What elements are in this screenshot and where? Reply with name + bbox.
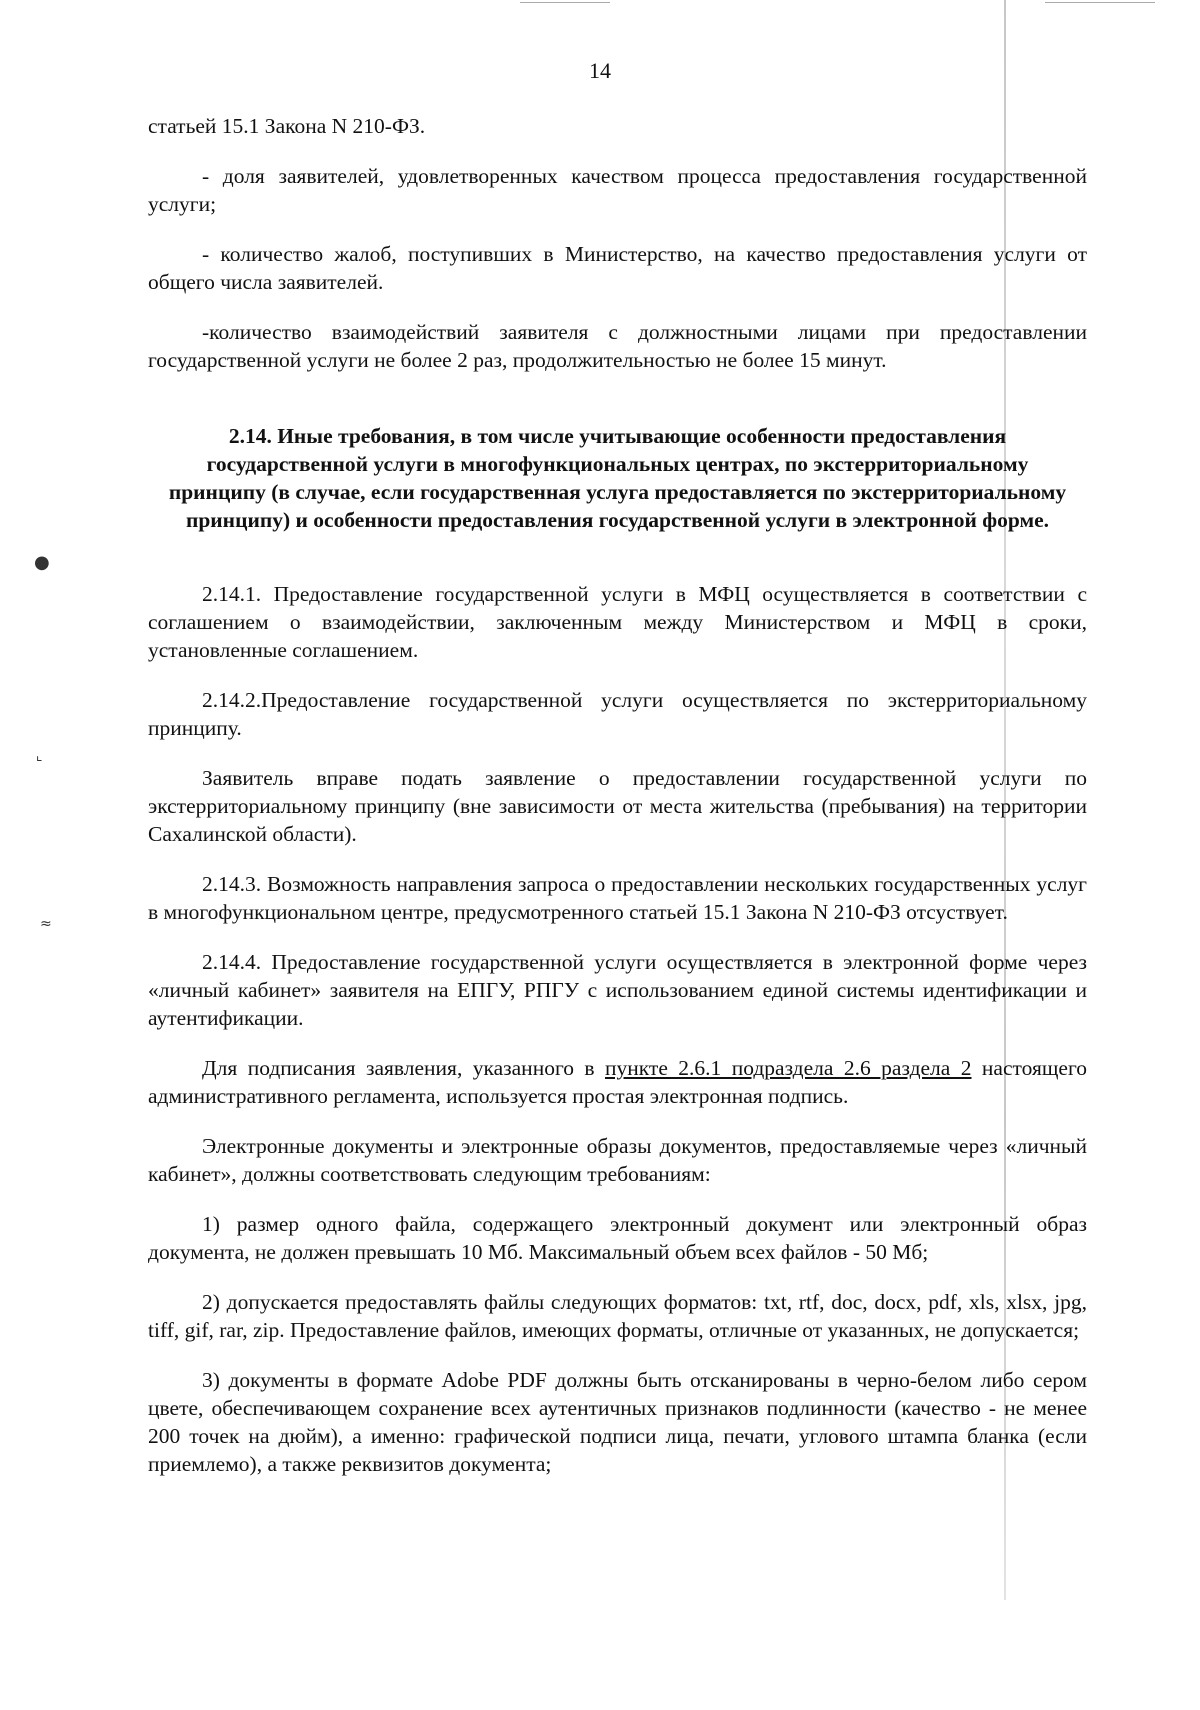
section-reference-link[interactable]: пункте 2.6.1 подраздела 2.6 раздела 2: [605, 1056, 972, 1080]
list-item: 3) документы в формате Adobe PDF должны быть отсканированы в черно-белом либо сером цвете, обеспечивающем сохранение всех аутентичных признаков подлинности (качество - не менее 200 точек на дюйм), а именно: графической подписи лица, печати, углового штампа бланка (если приемлемо), а также реквизитов документа;: [148, 1368, 1087, 1476]
paragraph: -количество взаимодействий заявителя с должностными лицами при предоставлении государственной услуги не более 2 раз, продолжительностью не более 15 минут.: [148, 320, 1087, 372]
page-number: 14: [589, 58, 611, 83]
paragraph: 2.14.2.Предоставление государственной услуги осуществляется по экстерриториальному принципу.: [148, 688, 1087, 740]
scan-speck-mark: ●: [34, 552, 50, 573]
document-body: [148, 112, 1087, 1478]
paragraph: 2.14.1. Предоставление государственной услуги в МФЦ осуществляется в соответствии с соглашением о взаимодействии, заключенным между Министерством и МФЦ в сроки, установленные соглашением.: [148, 582, 1087, 662]
scan-artifact-top-dash: [1045, 2, 1155, 3]
scan-speck-mark: ⌞: [36, 748, 43, 764]
section-heading: 2.14. Иные требования, в том числе учитывающие особенности предоставления государственной услуги в многофункциональных центрах, по экстерриториальному принципу (в случае, если государственная услуга предоставляется по экстерриториальному принципу) и особенности предоставления государственной услуги в электронной форме.: [168, 424, 1067, 532]
paragraph: Заявитель вправе подать заявление о предоставлении государственной услуги по экстерриториальному принципу (вне зависимости от места жительства (пребывания) на территории Сахалинской области).: [148, 766, 1087, 846]
paragraph: - количество жалоб, поступивших в Министерство, на качество предоставления услуги от общего числа заявителей.: [148, 242, 1087, 294]
scan-artifact-top-dash: [520, 2, 610, 3]
paragraph: Электронные документы и электронные образы документов, предоставляемые через «личный кабинет», должны соответствовать следующим требованиям:: [148, 1134, 1087, 1186]
paragraph: статьей 15.1 Закона N 210-ФЗ.: [148, 114, 426, 138]
paragraph: 2.14.4. Предоставление государственной услуги осуществляется в электронной форме через «личный кабинет» заявителя на ЕПГУ, РПГУ с использованием единой системы идентификации и аутентификации.: [148, 950, 1087, 1030]
list-item: 2) допускается предоставлять файлы следующих форматов: txt, rtf, doc, docx, pdf, xls, xlsx, jpg, tiff, gif, rar, zip. Предоставление файлов, имеющих форматы, отличные от указанных, не допускается;: [148, 1290, 1087, 1342]
scan-speck-mark: ≈: [40, 916, 52, 932]
paragraph: [148, 1054, 1087, 1110]
list-item: 1) размер одного файла, содержащего электронный документ или электронный образ документа, не должен превышать 10 Мб. Максимальный объем всех файлов - 50 Мб;: [148, 1212, 1087, 1264]
paragraph-text: Для подписания заявления, указанного в: [202, 1056, 605, 1080]
paragraph: 2.14.3. Возможность направления запроса о предоставлении нескольких государственных услуг в многофункциональном центре, предусмотренного статьей 15.1 Закона N 210-ФЗ отсуствует.: [148, 872, 1087, 924]
paragraph: - доля заявителей, удовлетворенных качеством процесса предоставления государственной услуги;: [148, 164, 1087, 216]
paragraph-text: настоящего административного регламента, используется простая электронная подпись.: [148, 1056, 1087, 1108]
